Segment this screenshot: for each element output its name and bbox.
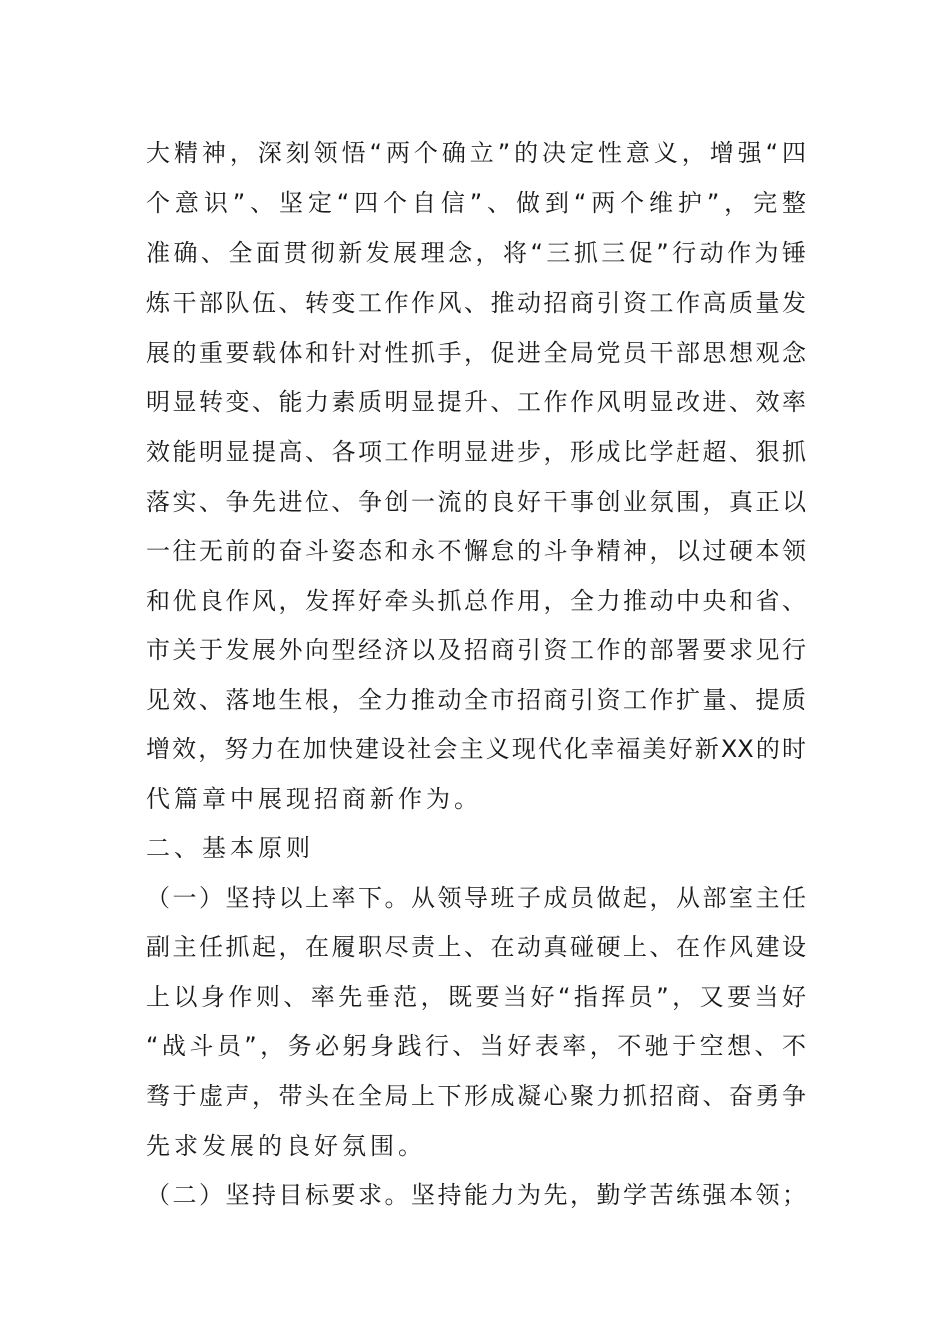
section-heading: 二、基本原则 — [146, 834, 314, 862]
paragraph-line: 一往无前的奋斗姿态和永不懈怠的斗争精神，以过硬本领 — [146, 537, 806, 565]
paragraph-line: 市关于发展外向型经济以及招商引资工作的部署要求见行 — [146, 636, 806, 664]
paragraph-line: 效能明显提高、各项工作明显进步，形成比学赶超、狠抓 — [146, 438, 806, 466]
paragraph-line: 准确、全面贯彻新发展理念，将“三抓三促”行动作为锤 — [146, 239, 806, 267]
paragraph-line: 副主任抓起，在履职尽责上、在动真碰硬上、在作风建设 — [146, 933, 806, 961]
paragraph-line: 和优良作风，发挥好牵头抓总作用，全力推动中央和省、 — [146, 587, 806, 615]
paragraph-line: 个意识”、坚定“四个自信”、做到“两个维护”，完整 — [146, 189, 806, 217]
paragraph-line: 炼干部队伍、转变工作作风、推动招商引资工作高质量发 — [146, 289, 806, 317]
paragraph-line: 展的重要载体和针对性抓手，促进全局党员干部思想观念 — [146, 339, 806, 367]
paragraph-line: （二）坚持目标要求。坚持能力为先，勤学苦练强本领； — [146, 1181, 806, 1209]
paragraph-line: 明显转变、能力素质明显提升、工作作风明显改进、效率 — [146, 388, 806, 416]
paragraph-line: “战斗员”，务必躬身践行、当好表率，不驰于空想、不 — [146, 1032, 806, 1060]
paragraph-last-line: 先求发展的良好氛围。 — [146, 1132, 426, 1160]
paragraph-line: 落实、争先进位、争创一流的良好干事创业氛围，真正以 — [146, 488, 806, 516]
paragraph-line: 上以身作则、率先垂范，既要当好“指挥员”，又要当好 — [146, 983, 806, 1011]
paragraph-line: （一）坚持以上率下。从领导班子成员做起，从部室主任 — [146, 884, 806, 912]
paragraph-line: 增效，努力在加快建设社会主义现代化幸福美好新XX的时 — [146, 735, 806, 763]
paragraph-line: 大精神，深刻领悟“两个确立”的决定性意义，增强“四 — [146, 139, 806, 167]
paragraph-line: 骛于虚声，带头在全局上下形成凝心聚力抓招商、奋勇争 — [146, 1082, 806, 1110]
paragraph-line: 见效、落地生根，全力推动全市招商引资工作扩量、提质 — [146, 686, 806, 714]
paragraph-last-line: 代篇章中展现招商新作为。 — [146, 785, 482, 813]
